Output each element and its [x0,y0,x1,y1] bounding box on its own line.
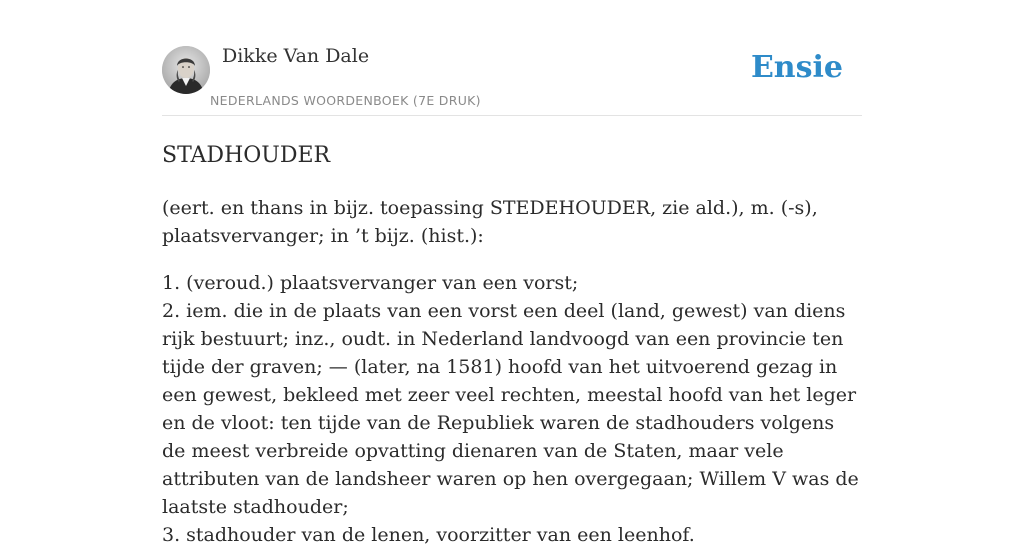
sense-item: 2. iem. die in de plaats van een vorst een deel (land, gewest) van diens rijk bestuurt; inz., oudt. in Nederland landvoogd van een provincie ten tijde der graven; — (later, na 1581) hoofd van het uitvoerend gezag in een gewest, bekleed met zeer veel rechten, meestal hoofd van het leger en de vloot: ten tijde van de Republiek waren de stadhouders volgens de meest verbreide opvatting dienaren van de Staten, maar vele attributen van de landsheer waren op hen overgegaan; Willem V was de laatste stadhouder; [162,300,859,518]
headword: STADHOUDER [162,143,331,168]
sense-item: 3. stadhouder van de lenen, voorzitter van een leenhof. [162,524,695,546]
sense-item: 1. (veroud.) plaatsvervanger van een vorst; [162,272,579,294]
avatar[interactable] [162,46,210,94]
entry-intro: (eert. en thans in bijz. toepassing STEDEHOUDER, zie ald.), m. (-s), plaatsvervanger; in ’t bijz. (hist.): [162,197,818,247]
brand-logo[interactable]: Ensie [750,50,843,85]
source-title[interactable]: NEDERLANDS WOORDENBOEK (7E DRUK) [210,93,481,108]
entry-page [162,0,862,549]
sense-list [162,269,862,549]
portrait-photo-icon [162,46,210,94]
author-name[interactable]: Dikke Van Dale [222,45,370,67]
header [162,0,862,116]
